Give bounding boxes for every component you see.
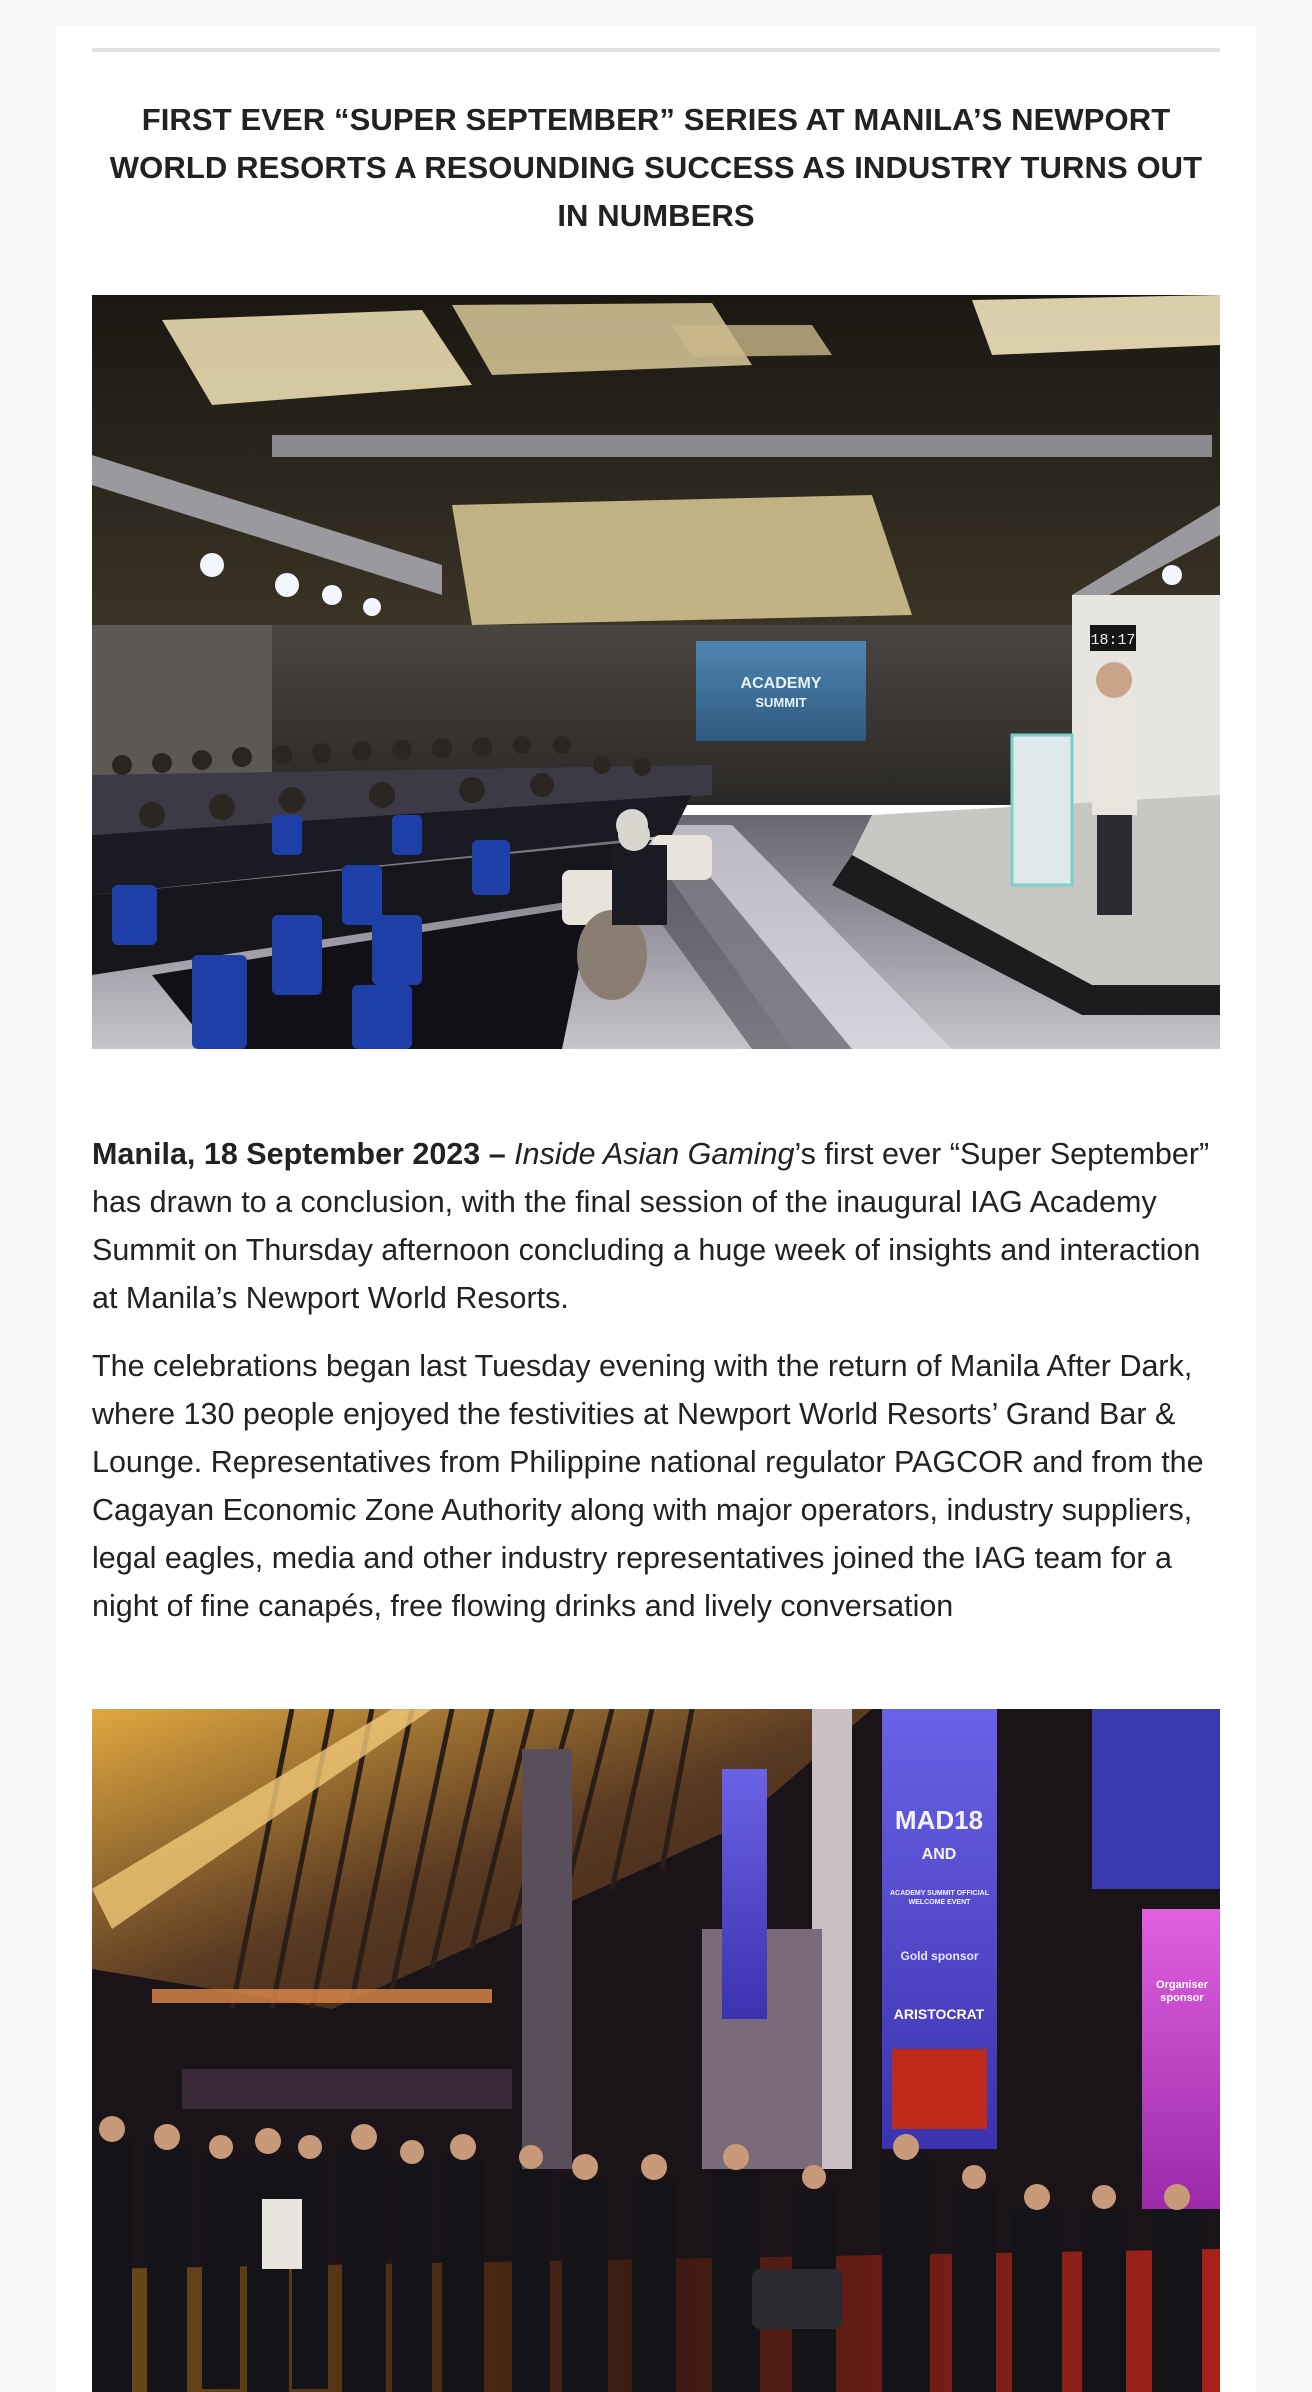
spotlight [275, 573, 299, 597]
speaker [1092, 695, 1137, 815]
lead-text: ’s first ever “Super September” has drawn to a conclusion, with the final session of the inaugural IAG Academy Summit on Thursday afternoon concluding a huge week of insights and interaction at Manila’s Newport World Resorts. [92, 1137, 1210, 1315]
lead-paragraph [92, 1130, 1220, 1322]
lounge-table [752, 2269, 842, 2329]
banner-caption-box [887, 1889, 992, 1939]
ceiling-beam [272, 435, 1212, 457]
body-paragraph: The celebrations began last Tuesday evening with the return of Manila After Dark, where 130 people enjoyed the festivities at Newport World Resorts’ Grand Bar & Lounge. Representatives from Philippine national regulator PAGCOR and from the Cagayan Economic Zone Authority along with major operators, industry suppliers, legal eagles, media and other industry representatives joined the IAG team for a night of fine canapés, free flowing drinks and lively conversation [92, 1349, 1204, 1623]
dateline: Manila, 18 September 2023 – [92, 1137, 506, 1171]
welcome-event-illustration [92, 1709, 1220, 2392]
top-right-banner [1092, 1709, 1220, 1889]
conference-hall-photo [92, 295, 1220, 1049]
right-banner-label: Organiser sponsor [1156, 1979, 1208, 2004]
top-divider [92, 48, 1220, 52]
chandelier-panel [972, 295, 1220, 355]
chandelier-panel [452, 495, 912, 625]
banner-line-2: AND [921, 1846, 957, 1863]
conference-hall-illustration [92, 295, 1220, 1049]
banner-sponsor-label: Gold sponsor [900, 1949, 979, 1963]
spotlight [322, 585, 342, 605]
banner-line-1: MAD18 [894, 1805, 984, 1835]
stage-screen-subtitle: SUMMIT [755, 695, 807, 710]
lectern [1012, 735, 1072, 885]
banner-sponsor-box [887, 1949, 992, 1989]
banner-poster [892, 2049, 987, 2129]
welcome-event-photo [92, 1709, 1220, 2392]
banner-sponsor-name: ARISTOCRAT [893, 2006, 985, 2022]
stage-clock-time: 18:17 [1090, 632, 1136, 649]
spotlight [363, 598, 381, 616]
article-card [56, 26, 1256, 2392]
article-headline: FIRST EVER “SUPER SEPTEMBER” SERIES AT MANILA’S NEWPORT WORLD RESORTS A RESOUNDING SUCCESS AS INDUSTRY TURNS OUT IN NUMBERS [109, 102, 1203, 233]
right-banner-box [1144, 1979, 1220, 2029]
stage-screen-title: ACADEMY [740, 675, 822, 692]
magenta-banner [1142, 1909, 1220, 2209]
column [522, 1749, 572, 2169]
spotlight [200, 553, 224, 577]
banner-caption: ACADEMY SUMMIT OFFICIAL WELCOME EVENT [889, 1890, 990, 1906]
publication-name: Inside Asian Gaming [514, 1137, 795, 1171]
small-banner [722, 1769, 767, 2019]
spotlight [1162, 565, 1182, 585]
